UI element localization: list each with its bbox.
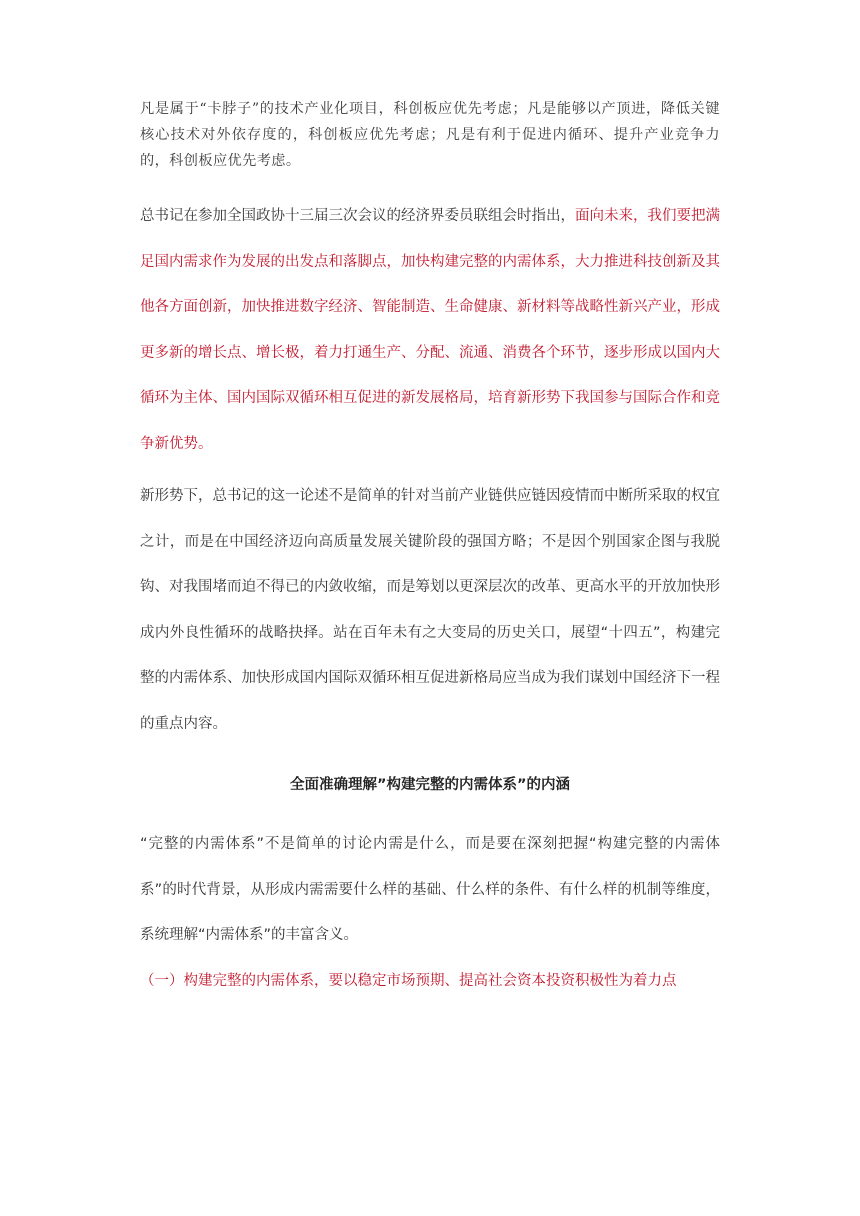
paragraph-domestic-demand: “完整的内需体系”不是简单的讨论内需是什么，而是要在深刻把握“构建完整的内需体系”的时代背景，从形成内需需要什么样的基础、什么样的条件、有什么样的机制等维度，系统理解“内需体系”的丰富含义。 [140, 836, 720, 943]
speech-quote-text: 面向未来，我们要把满足国内需求作为发展的出发点和落脚点，加快构建完整的内需体系，大力推进科技创新及其他各方面创新，加快推进数字经济、智能制造、生命健康、新材料等战略性新兴产业，形成更多新的增长点、增长极，着力打通生产、分配、流通、消费各个环节，逐步形成以国内大循环为主体、国内国际双循环相互促进的新发展格局，培育新形势下我国参与国际合作和竞争新优势。 [140, 208, 720, 452]
speech-lead-text: 总书记在参加全国政协十三届三次会议的经济界委员联组会时指出， [140, 208, 575, 224]
section-heading: 全面准确理解”构建完整的内需体系”的内涵 [289, 777, 571, 793]
paragraph-sci-tech-board: 凡是属于“卡脖子”的技术产业化项目，科创板应优先考虑；凡是能够以产顶进，降低关键核心技术对外依存度的，科创板应优先考虑；凡是有利于促进内循环、提升产业竞争力的，科创板应优先考虑。 [140, 101, 720, 169]
paragraph-speech [140, 194, 720, 467]
subsection-heading-one: （一）构建完整的内需体系，要以稳定市场预期、提高社会资本投资积极性为着力点 [140, 973, 677, 989]
paragraph-new-situation: 新形势下，总书记的这一论述不是简单的针对当前产业链供应链因疫情而中断所采取的权宜之计，而是在中国经济迈向高质量发展关键阶段的强国方略；不是因个别国家企图与我脱钩、对我围堵而迫不得已的内敛收缩，而是筹划以更深层次的改革、更高水平的开放加快形成内外良性循环的战略抉择。站在百年未有之大变局的历史关口，展望“十四五”，构建完整的内需体系、加快形成国内国际双循环相互促进新格局应当成为我们谋划中国经济下一程的重点内容。 [140, 488, 720, 732]
